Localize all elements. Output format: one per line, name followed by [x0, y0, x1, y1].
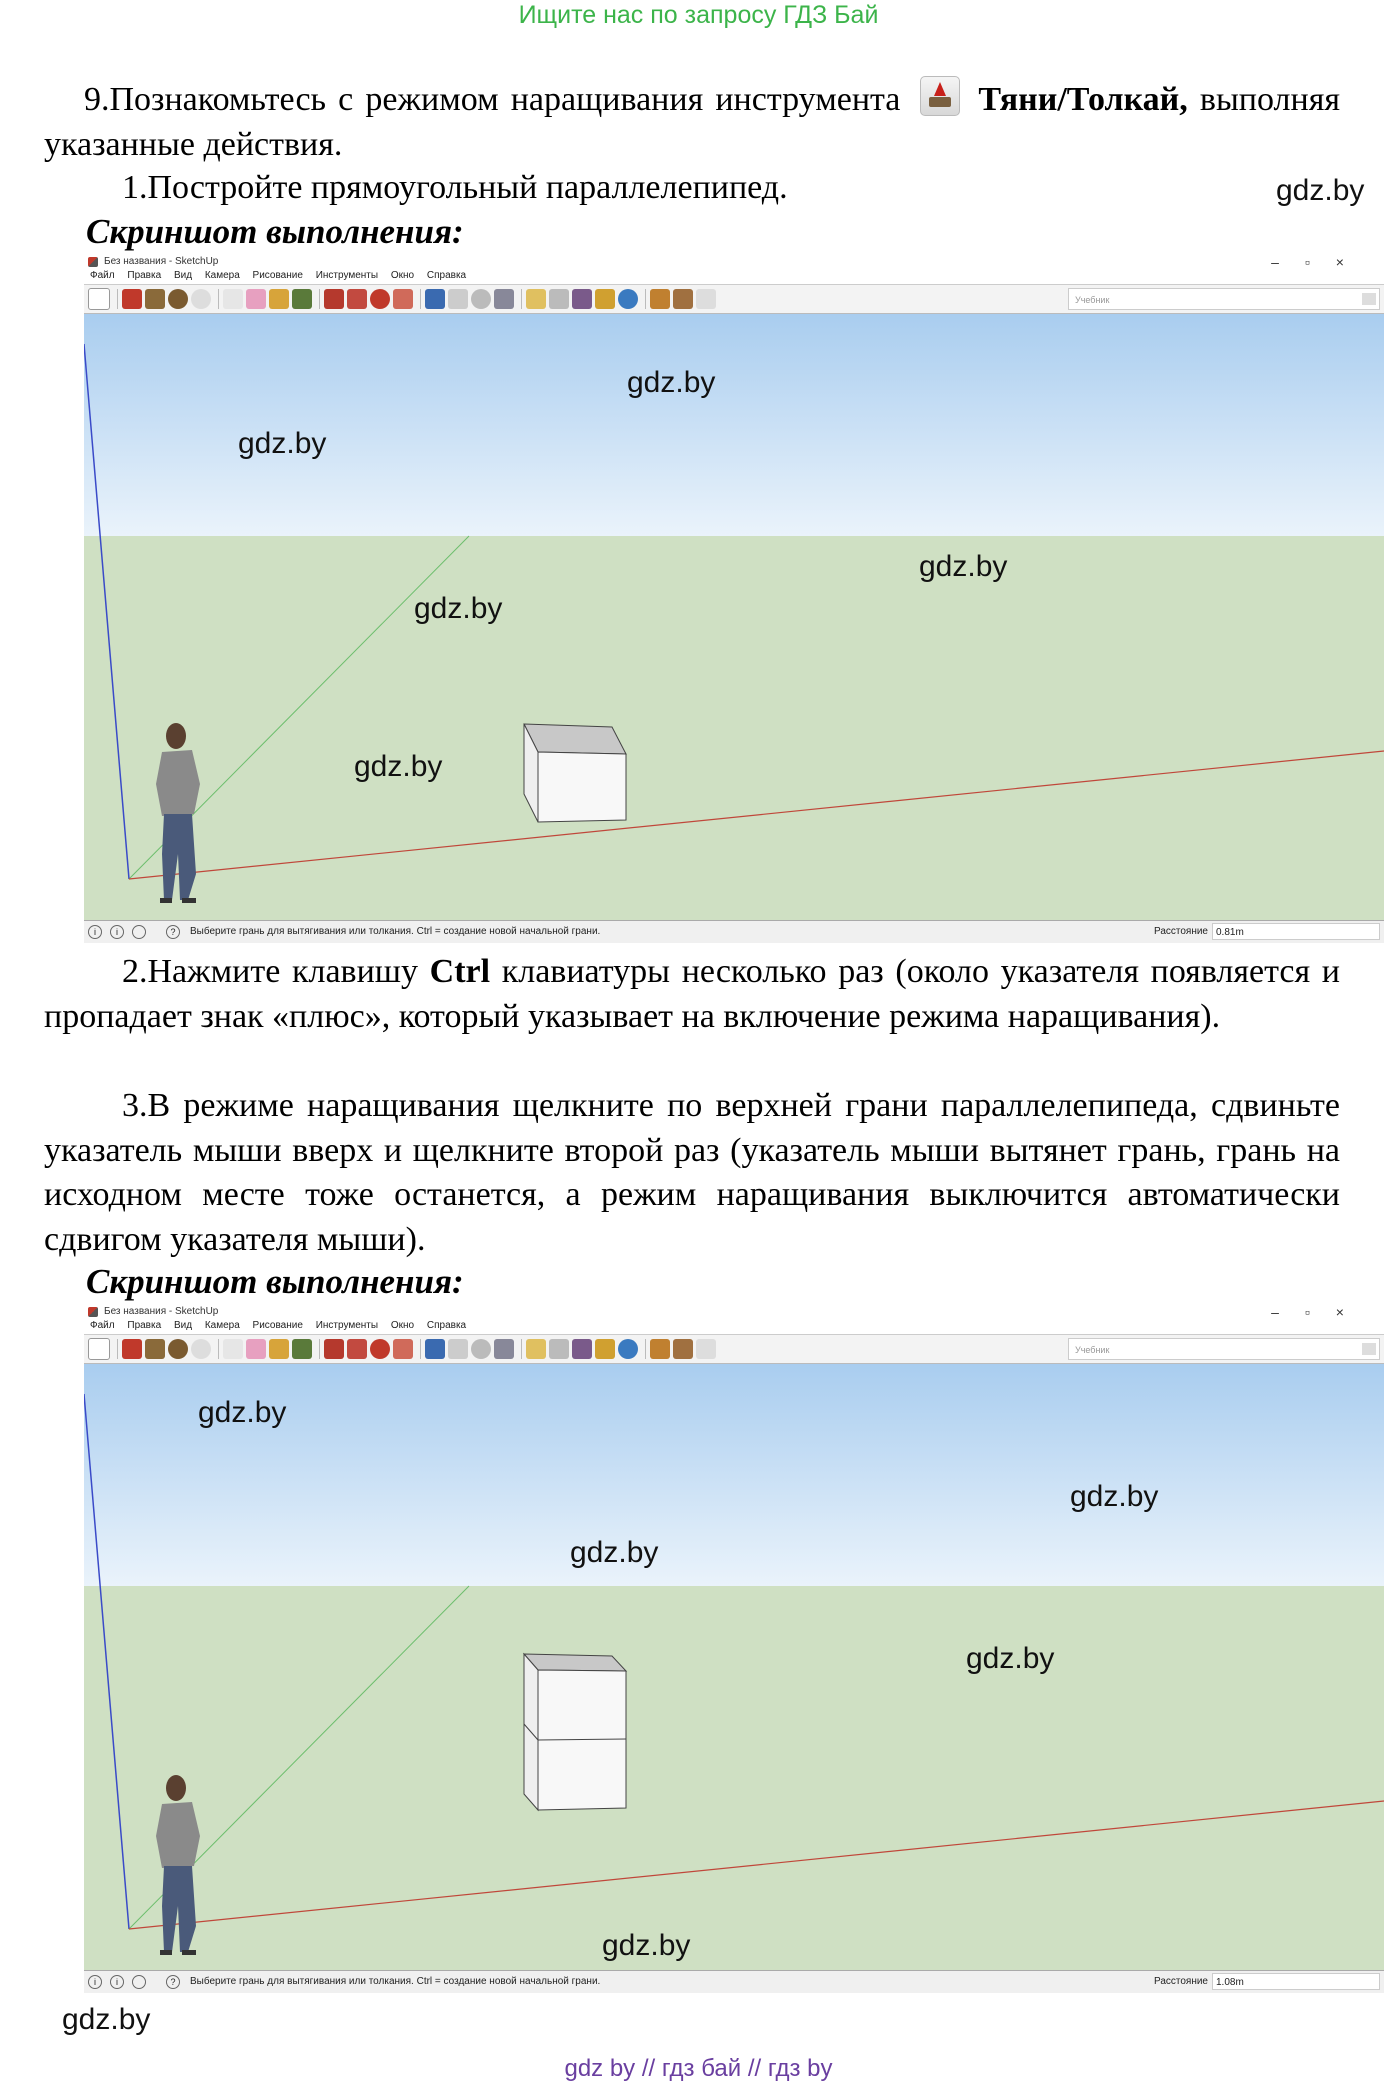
status-bar — [84, 1970, 1384, 1993]
menu-bar — [84, 270, 1384, 284]
sketchup-logo-icon — [88, 1307, 98, 1317]
extruded-box[interactable] — [524, 1654, 626, 1810]
scene-canvas[interactable] — [84, 314, 1384, 920]
menu-draw[interactable]: Рисование — [252, 1320, 303, 1331]
rotate-tool-icon[interactable] — [370, 289, 390, 309]
menu-tools[interactable]: Инструменты — [315, 1320, 379, 1331]
push-pull-icon — [920, 76, 960, 116]
geo-status-icon[interactable]: i — [88, 1975, 102, 1989]
credits-status-icon[interactable]: i — [110, 925, 124, 939]
distance-label: Расстояние — [1153, 926, 1208, 937]
status-message: Выберите грань для вытягивания или толкания. Ctrl = создание новой начальной грани. — [190, 926, 601, 937]
menu-view[interactable]: Вид — [173, 1320, 193, 1331]
zoom-extents-icon[interactable] — [494, 1339, 514, 1359]
watermark: gdz.by — [62, 2003, 151, 2036]
make-component-icon[interactable] — [223, 1339, 243, 1359]
menu-camera[interactable]: Камера — [204, 270, 240, 281]
title-bar — [84, 1306, 1384, 1320]
tape-measure-icon[interactable] — [269, 289, 289, 309]
tool-name: Тяни/Толкай, — [978, 81, 1188, 118]
distance-input[interactable]: 0.81m — [1212, 923, 1380, 940]
step-2 — [44, 950, 1340, 1039]
window-title: Без названия - SketchUp — [104, 1306, 219, 1317]
select-tool-icon[interactable] — [88, 288, 110, 310]
eraser-tool-icon[interactable] — [246, 289, 266, 309]
share-model-icon[interactable] — [549, 289, 569, 309]
watermark: gdz.by — [627, 366, 716, 399]
status-message: Выберите грань для вытягивания или толкания. Ctrl = создание новой начальной грани. — [190, 1976, 601, 1987]
credits-status-icon[interactable]: i — [110, 1975, 124, 1989]
circle-tool-icon[interactable] — [168, 1339, 188, 1359]
status-bar — [84, 920, 1384, 943]
scene-tool-icon[interactable] — [696, 289, 716, 309]
orbit-tool-icon[interactable] — [425, 289, 445, 309]
step-2-text: 2.Нажмите клавишу — [122, 953, 418, 990]
watermark: gdz.by — [966, 1642, 1055, 1675]
caption-1: Скриншот выполнения: — [86, 212, 464, 251]
geo-status-icon[interactable]: i — [88, 925, 102, 939]
distance-label: Расстояние — [1153, 1976, 1208, 1987]
help-icon[interactable]: ? — [166, 1975, 180, 1989]
step-3-text: 3.В режиме наращивания щелкните по верхней грани параллелепипеда, сдвиньте указатель мыши вверх и щелкните второй раз (указатель мыши вытянет грань, грань на исходном месте тоже останется, а режим наращивания выключится автоматически сдвигом указателя мыши). — [44, 1087, 1340, 1258]
watermark: gdz.by — [1070, 1480, 1159, 1513]
geo-icon[interactable] — [618, 1339, 638, 1359]
paint-bucket-icon[interactable] — [292, 289, 312, 309]
title-bar — [84, 256, 1384, 270]
menu-file[interactable]: Файл — [90, 270, 115, 281]
viewport[interactable] — [84, 314, 1384, 920]
pencil-tool-icon[interactable] — [122, 1339, 142, 1359]
menu-edit[interactable]: Правка — [127, 1320, 162, 1331]
menu-view[interactable]: Вид — [173, 270, 193, 281]
sky — [84, 314, 1384, 536]
user-status-icon[interactable] — [132, 1975, 146, 1989]
rectangle-tool-icon[interactable] — [145, 1339, 165, 1359]
window-controls[interactable]: –▫× — [1271, 254, 1370, 270]
viewport[interactable] — [84, 1364, 1384, 1970]
watermark: gdz.by — [919, 550, 1008, 583]
help-icon[interactable]: ? — [166, 925, 180, 939]
toolbar — [84, 1334, 1384, 1364]
layout-icon[interactable] — [595, 1339, 615, 1359]
step-3 — [44, 1084, 1340, 1262]
watermark: gdz.by — [238, 427, 327, 460]
rectangle-tool-icon[interactable] — [145, 289, 165, 309]
watermark: gdz.by — [602, 1929, 691, 1962]
make-component-icon[interactable] — [223, 289, 243, 309]
task-intro-after: выполняя указанные действия. — [44, 81, 1340, 163]
watermark: gdz.by — [198, 1396, 287, 1429]
window-controls[interactable]: –▫× — [1271, 1304, 1370, 1320]
menu-camera[interactable]: Камера — [204, 1320, 240, 1331]
search-input[interactable]: Учебник — [1068, 288, 1380, 310]
select-tool-icon[interactable] — [88, 1338, 110, 1360]
arc-tool-icon[interactable] — [191, 289, 211, 309]
step-2-after: клавиатуры несколько раз (около указателя появляется и пропадает знак «плюс», который указывает на включение режима наращивания). — [44, 953, 1340, 1035]
menu-bar — [84, 1320, 1384, 1334]
sketchup-window-2 — [84, 1306, 1384, 1993]
menu-window[interactable]: Окно — [390, 270, 415, 281]
task-intro — [44, 76, 1340, 167]
eraser-tool-icon[interactable] — [246, 1339, 266, 1359]
user-status-icon[interactable] — [132, 925, 146, 939]
distance-input[interactable]: 1.08m — [1212, 1973, 1380, 1990]
circle-tool-icon[interactable] — [168, 289, 188, 309]
rotate-tool-icon[interactable] — [370, 1339, 390, 1359]
arc-tool-icon[interactable] — [191, 1339, 211, 1359]
warehouse-icon[interactable] — [526, 289, 546, 309]
zoom-tool-icon[interactable] — [471, 1339, 491, 1359]
task-intro-text: 9.Познакомьтесь с режимом наращивания инструмента — [84, 81, 901, 118]
footer-links[interactable]: gdz by // гдз бай // гдз by — [564, 2055, 833, 2082]
ctrl-key: Ctrl — [429, 953, 491, 990]
pan-tool-icon[interactable] — [448, 1339, 468, 1359]
top-banner[interactable]: Ищите нас по запросу ГДЗ Бай — [518, 1, 879, 29]
box[interactable] — [524, 724, 626, 822]
sketchup-window-1 — [84, 256, 1384, 943]
pencil-tool-icon[interactable] — [122, 289, 142, 309]
orbit-tool-icon[interactable] — [425, 1339, 445, 1359]
zoom-extents-icon[interactable] — [494, 289, 514, 309]
watermark: gdz.by — [414, 592, 503, 625]
offset-tool-icon[interactable] — [393, 289, 413, 309]
toolbar — [84, 284, 1384, 314]
caption-2: Скриншот выполнения: — [86, 1262, 464, 1301]
scene-tool-icon[interactable] — [696, 1339, 716, 1359]
menu-window[interactable]: Окно — [390, 1320, 415, 1331]
style-tool-icon[interactable] — [673, 1339, 693, 1359]
offset-tool-icon[interactable] — [393, 1339, 413, 1359]
extension-icon[interactable] — [572, 1339, 592, 1359]
search-input[interactable]: Учебник — [1068, 1338, 1380, 1360]
geo-icon[interactable] — [618, 289, 638, 309]
section-tool-icon[interactable] — [650, 289, 670, 309]
section-tool-icon[interactable] — [650, 1339, 670, 1359]
step-1-text: 1.Постройте прямоугольный параллелепипед. — [122, 169, 788, 206]
watermark: gdz.by — [354, 750, 443, 783]
style-tool-icon[interactable] — [673, 289, 693, 309]
menu-help[interactable]: Справка — [426, 270, 467, 281]
zoom-tool-icon[interactable] — [471, 289, 491, 309]
scene-canvas[interactable] — [84, 1364, 1384, 1970]
watermark: gdz.by — [570, 1536, 659, 1569]
menu-file[interactable]: Файл — [90, 1320, 115, 1331]
move-tool-icon[interactable] — [347, 289, 367, 309]
warehouse-icon[interactable] — [526, 1339, 546, 1359]
move-tool-icon[interactable] — [347, 1339, 367, 1359]
paint-bucket-icon[interactable] — [292, 1339, 312, 1359]
window-title: Без названия - SketchUp — [104, 256, 219, 267]
watermark: gdz.by — [1276, 174, 1365, 207]
menu-draw[interactable]: Рисование — [252, 270, 303, 281]
push-pull-tool-icon[interactable] — [324, 289, 344, 309]
menu-edit[interactable]: Правка — [127, 270, 162, 281]
sketchup-logo-icon — [88, 257, 98, 267]
extension-icon[interactable] — [572, 289, 592, 309]
share-model-icon[interactable] — [549, 1339, 569, 1359]
layout-icon[interactable] — [595, 289, 615, 309]
step-1 — [44, 166, 1340, 211]
pan-tool-icon[interactable] — [448, 289, 468, 309]
menu-tools[interactable]: Инструменты — [315, 270, 379, 281]
push-pull-tool-icon[interactable] — [324, 1339, 344, 1359]
tape-measure-icon[interactable] — [269, 1339, 289, 1359]
menu-help[interactable]: Справка — [426, 1320, 467, 1331]
